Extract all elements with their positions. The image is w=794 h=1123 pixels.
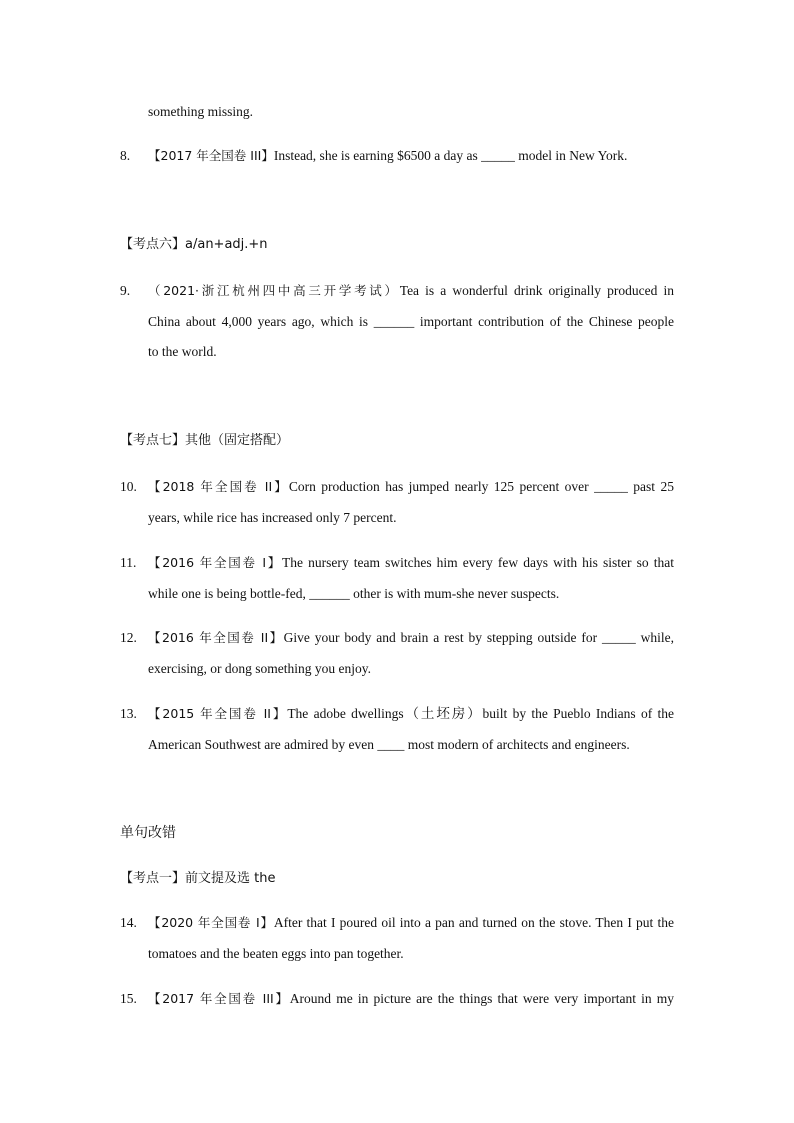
item-source: 【2020 年全国卷 I】: [148, 915, 274, 930]
item-11-line-1: [148, 554, 674, 572]
item-source: 【2017 年全国卷 III】: [148, 991, 290, 1006]
item-text: Around me in picture are the things that were very important in my: [289, 991, 674, 1006]
continuation-text: something missing.: [148, 104, 254, 119]
item-number: 15.: [120, 991, 137, 1006]
item-source: （2021·浙江杭州四中高三开学考试）: [148, 283, 400, 298]
item-text: The nursery team switches him every few days with his sister so that: [282, 555, 674, 570]
section-heading-kaodian-1: 【考点一】前文提及选 the: [120, 871, 276, 886]
item-12-line-2: exercising, or dong something you enjoy.: [148, 661, 371, 676]
item-8-line-1: [148, 147, 627, 165]
item-number: 12.: [120, 630, 137, 645]
item-9-line-1: [148, 282, 674, 300]
item-text: After that I poured oil into a pan and turned on the stove. Then I put the: [273, 915, 674, 930]
item-11-line-2: while one is being bottle-fed, ______ other is with mum-she never suspects.: [148, 586, 560, 601]
item-number: 10.: [120, 479, 137, 494]
section-heading-kaodian-6: 【考点六】a/an+adj.+n: [120, 237, 268, 252]
item-15-line-1: [148, 990, 674, 1008]
item-13-line-2: American Southwest are admired by even ____ most modern of architects and engineers.: [148, 737, 630, 752]
item-text: Tea is a wonderful drink originally produced in: [399, 283, 674, 298]
section-title-error-correction: 单句改错: [120, 825, 176, 841]
item-source: 【2016 年全国卷 II】: [148, 630, 284, 645]
item-number: 8.: [120, 148, 131, 163]
item-number: 13.: [120, 706, 137, 721]
item-10-line-1: [148, 478, 674, 496]
item-source: 【2018 年全国卷 II】: [148, 479, 289, 494]
item-12-line-1: [148, 629, 674, 647]
item-text: Corn production has jumped nearly 125 percent over _____ past 25: [288, 479, 674, 494]
item-source: 【2015 年全国卷 II】: [148, 706, 288, 721]
item-text: The adobe dwellings（土坯房）built by the Pueblo Indians of the: [287, 706, 674, 721]
item-number: 9.: [120, 283, 131, 298]
section-heading-kaodian-7: 【考点七】其他（固定搭配）: [120, 433, 290, 448]
item-number: 11.: [120, 555, 137, 570]
item-14-line-1: [148, 914, 674, 932]
item-14-line-2: tomatoes and the beaten eggs into pan together.: [148, 946, 404, 961]
item-source: 【2017 年全国卷 III】: [148, 148, 274, 163]
item-text: Give your body and brain a rest by stepping outside for _____ while,: [283, 630, 674, 645]
item-number: 14.: [120, 915, 137, 930]
item-source: 【2016 年全国卷 I】: [148, 555, 283, 570]
item-9-line-3: to the world.: [148, 344, 217, 359]
item-10-line-2: years, while rice has increased only 7 percent.: [148, 510, 397, 525]
item-9-line-2: China about 4,000 years ago, which is ______ important contribution of the Chinese people: [148, 314, 674, 329]
item-text: Instead, she is earning $6500 a day as _____ model in New York.: [273, 148, 628, 163]
item-13-line-1: [148, 705, 674, 723]
